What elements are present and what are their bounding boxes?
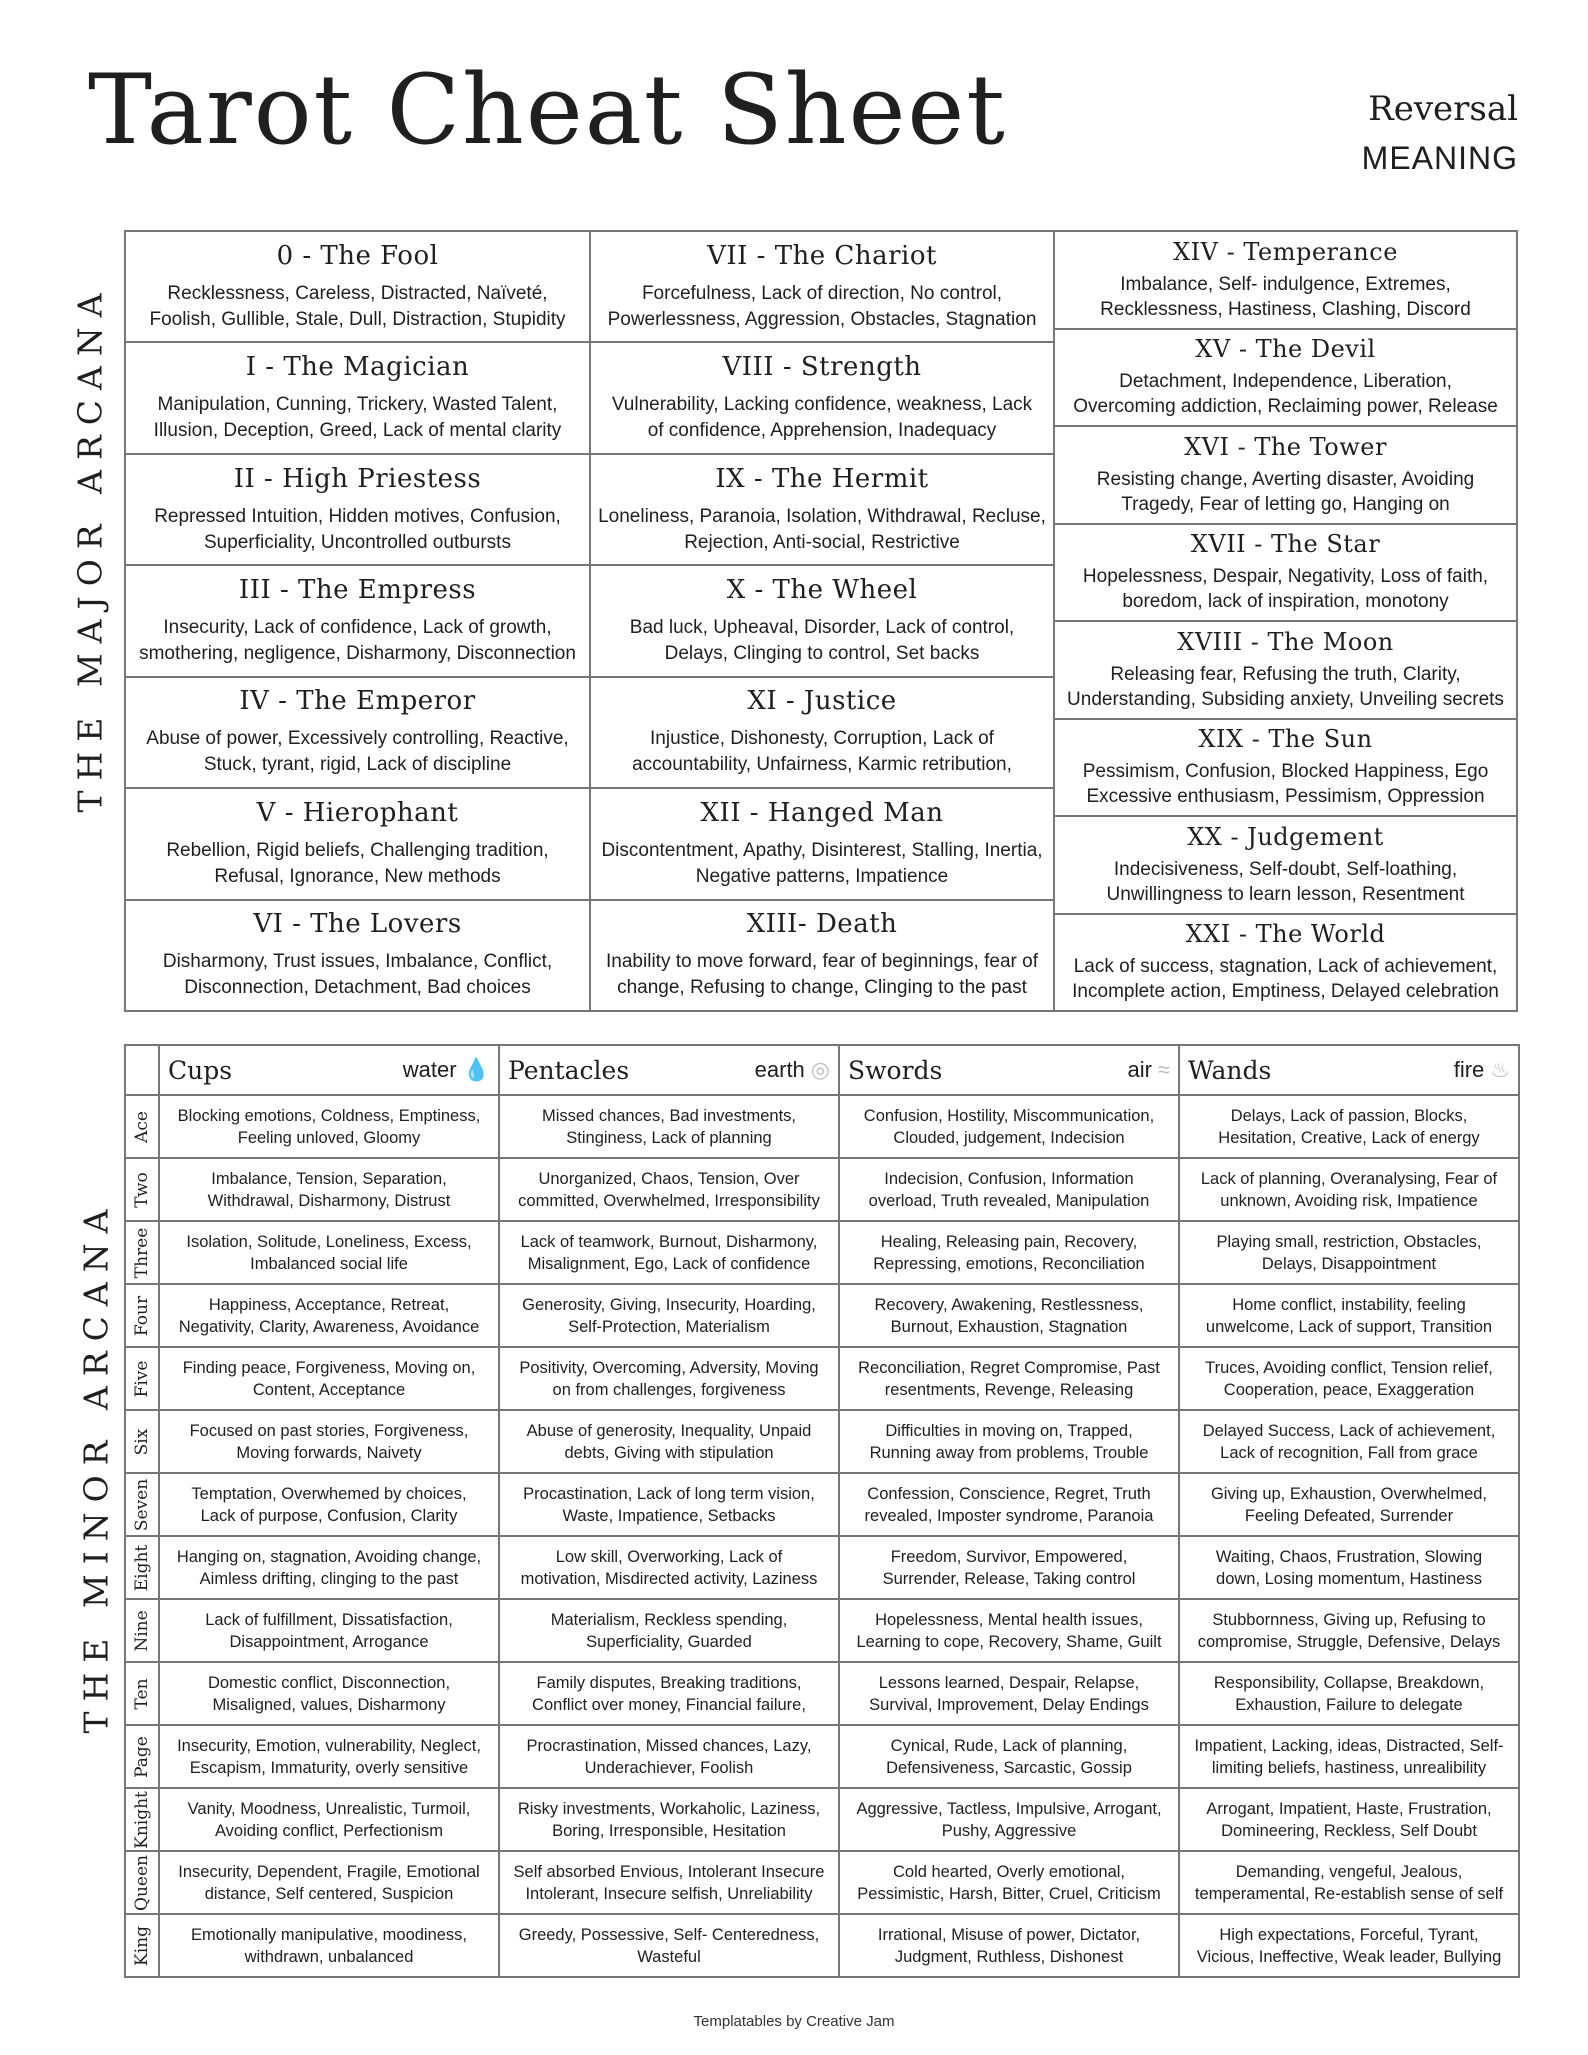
rank-label: Six — [132, 1428, 152, 1455]
meaning-cell: Responsibility, Collapse, Breakdown, Exhaustion, Failure to delegate — [1179, 1662, 1519, 1725]
card-name: XVI - The Tower — [1184, 432, 1387, 461]
card-name: XVIII - The Moon — [1177, 627, 1394, 656]
card-meaning: Detachment, Independence, Liberation, Overcoming addiction, Reclaiming power, Release — [1073, 371, 1498, 418]
meaning-cell: Greedy, Possessive, Self- Centeredness, Wasteful — [499, 1914, 839, 1977]
major-card — [126, 787, 589, 898]
card-name: XXI - The World — [1185, 920, 1386, 949]
table-row — [125, 1725, 1519, 1788]
major-card — [591, 341, 1053, 452]
card-name: I - The Magician — [245, 352, 470, 383]
card-meaning: Discontentment, Apathy, Disinterest, Stalling, Inertia, Negative patterns, Impatience — [601, 839, 1043, 887]
rank-label: King — [132, 1925, 152, 1966]
meaning-cell: Hopelessness, Mental health issues, Learning to cope, Recovery, Shame, Guilt — [839, 1599, 1179, 1662]
card-meaning: Bad luck, Upheaval, Disorder, Lack of control, Delays, Clinging to control, Set backs — [629, 616, 1015, 664]
meaning-cell: Cold hearted, Overly emotional, Pessimistic, Harsh, Bitter, Cruel, Criticism — [839, 1851, 1179, 1914]
rank-cell — [125, 1284, 159, 1347]
suit-name: Wands — [1188, 1055, 1272, 1085]
meaning-cell: Recovery, Awakening, Restlessness, Burnout, Exhaustion, Stagnation — [839, 1284, 1179, 1347]
meaning-cell: Impatient, Lacking, ideas, Distracted, Self- limiting beliefs, hastiness, unrealibility — [1179, 1725, 1519, 1788]
meaning-cell: Waiting, Chaos, Frustration, Slowing down, Losing momentum, Hastiness — [1179, 1536, 1519, 1599]
major-card — [1055, 620, 1516, 718]
meaning-cell: Generosity, Giving, Insecurity, Hoarding, Self-Protection, Materialism — [499, 1284, 839, 1347]
rank-cell — [125, 1662, 159, 1725]
suit-name: Cups — [168, 1055, 233, 1085]
major-card — [591, 564, 1053, 675]
card-name: X - The Wheel — [726, 574, 918, 605]
major-card — [1055, 913, 1516, 1011]
major-arcana-column — [124, 230, 591, 1012]
table-row — [125, 1347, 1519, 1410]
meaning-cell: Temptation, Overwhemed by choices, Lack of purpose, Confusion, Clarity — [159, 1473, 499, 1536]
meaning-cell: Confusion, Hostility, Miscommunication, Clouded, judgement, Indecision — [839, 1095, 1179, 1158]
suit-name: Swords — [848, 1055, 943, 1085]
minor-arcana-table — [124, 1044, 1520, 1978]
meaning-cell: Risky investments, Workaholic, Laziness, Boring, Irresponsible, Hesitation — [499, 1788, 839, 1851]
suit-element-label: earth — [754, 1057, 805, 1082]
table-row — [125, 1158, 1519, 1221]
meaning-cell: Arrogant, Impatient, Haste, Frustration, Domineering, Reckless, Self Doubt — [1179, 1788, 1519, 1851]
meaning-cell: Family disputes, Breaking traditions, Conflict over money, Financial failure, — [499, 1662, 839, 1725]
card-meaning: Abuse of power, Excessively controlling, Reactive, Stuck, tyrant, rigid, Lack of discipline — [146, 728, 569, 776]
footer-credit: Templatables by Creative Jam — [693, 2013, 895, 2030]
meaning-cell: Procastination, Lack of long term vision, Waste, Impatience, Setbacks — [499, 1473, 839, 1536]
card-name: XVII - The Star — [1190, 530, 1381, 559]
meaning-cell: Lessons learned, Despair, Relapse, Survival, Improvement, Delay Endings — [839, 1662, 1179, 1725]
rank-label: Ace — [132, 1110, 152, 1143]
meaning-cell: Positivity, Overcoming, Adversity, Moving on from challenges, forgiveness — [499, 1347, 839, 1410]
major-card — [1055, 232, 1516, 328]
rank-label: Ten — [132, 1677, 152, 1710]
rank-cell — [125, 1536, 159, 1599]
major-arcana-column — [589, 230, 1055, 1012]
meaning-cell: Blocking emotions, Coldness, Emptiness, Feeling unloved, Gloomy — [159, 1095, 499, 1158]
card-meaning: Inability to move forward, fear of beginnings, fear of change, Refusing to change, Clinging to the past — [606, 951, 1038, 999]
meaning-cell: Happiness, Acceptance, Retreat, Negativity, Clarity, Awareness, Avoidance — [159, 1284, 499, 1347]
rank-label: Three — [132, 1227, 152, 1278]
card-name: VI - The Lovers — [253, 909, 462, 940]
meaning-cell: Confession, Conscience, Regret, Truth revealed, Imposter syndrome, Paranoia — [839, 1473, 1179, 1536]
fire-icon: ♨ — [1490, 1057, 1510, 1082]
meaning-cell: Low skill, Overworking, Lack of motivation, Misdirected activity, Laziness — [499, 1536, 839, 1599]
meaning-cell: Lack of planning, Overanalysing, Fear of unknown, Avoiding risk, Impatience — [1179, 1158, 1519, 1221]
card-meaning: Forcefulness, Lack of direction, No control, Powerlessness, Aggression, Obstacles, Stagnation — [607, 282, 1037, 330]
rank-label: Four — [132, 1295, 152, 1336]
rank-cell — [125, 1788, 159, 1851]
table-row — [125, 1473, 1519, 1536]
reversal-heading: Reversal — [1368, 89, 1518, 129]
meaning-cell: Lack of teamwork, Burnout, Disharmony, Misalignment, Ego, Lack of confidence — [499, 1221, 839, 1284]
meaning-cell: Indecision, Confusion, Information overload, Truth revealed, Manipulation — [839, 1158, 1179, 1221]
rank-cell — [125, 1914, 159, 1977]
meaning-cell: Missed chances, Bad investments, Stinginess, Lack of planning — [499, 1095, 839, 1158]
major-card — [126, 564, 589, 675]
earth-icon: ◎ — [810, 1057, 830, 1082]
table-row — [125, 1788, 1519, 1851]
meaning-cell: Giving up, Exhaustion, Overwhelmed, Feeling Defeated, Surrender — [1179, 1473, 1519, 1536]
card-meaning: Resisting change, Averting disaster, Avoiding Tragedy, Fear of letting go, Hanging on — [1096, 468, 1475, 515]
rank-cell — [125, 1725, 159, 1788]
major-card — [591, 899, 1053, 1010]
page-title: Tarot Cheat Sheet — [88, 54, 1007, 166]
meaning-cell: Healing, Releasing pain, Recovery, Repressing, emotions, Reconciliation — [839, 1221, 1179, 1284]
card-meaning: Indecisiveness, Self-doubt, Self-loathing, Unwillingness to learn lesson, Resentment — [1106, 858, 1465, 905]
meaning-cell: Demanding, vengeful, Jealous, temperamental, Re-establish sense of self — [1179, 1851, 1519, 1914]
card-meaning: Imbalance, Self- indulgence, Extremes, Recklessness, Hastiness, Clashing, Discord — [1100, 273, 1471, 320]
rank-cell — [125, 1158, 159, 1221]
suit-header — [159, 1045, 499, 1095]
rank-label: Eight — [132, 1544, 152, 1591]
card-meaning: Rebellion, Rigid beliefs, Challenging tradition, Refusal, Ignorance, New methods — [166, 839, 549, 887]
major-card — [126, 899, 589, 1010]
meaning-cell: Materialism, Reckless spending, Superficiality, Guarded — [499, 1599, 839, 1662]
table-row — [125, 1851, 1519, 1914]
card-name: 0 - The Fool — [276, 240, 439, 271]
meaning-cell: Cynical, Rude, Lack of planning, Defensiveness, Sarcastic, Gossip — [839, 1725, 1179, 1788]
major-arcana-label: THE MAJOR ARCANA — [70, 283, 110, 813]
meaning-cell: Lack of fulfillment, Dissatisfaction, Disappointment, Arrogance — [159, 1599, 499, 1662]
card-name: VIII - Strength — [722, 352, 922, 383]
meaning-cell: Insecurity, Emotion, vulnerability, Neglect, Escapism, Immaturity, overly sensitive — [159, 1725, 499, 1788]
card-meaning: Pessimism, Confusion, Blocked Happiness, Ego Excessive enthusiasm, Pessimism, Oppression — [1082, 761, 1489, 808]
suit-header — [839, 1045, 1179, 1095]
major-card — [126, 453, 589, 564]
rank-label: Two — [132, 1171, 152, 1208]
table-corner — [125, 1045, 159, 1095]
card-name: IV - The Emperor — [239, 686, 476, 717]
rank-cell — [125, 1347, 159, 1410]
card-meaning: Disharmony, Trust issues, Imbalance, Conflict, Disconnection, Detachment, Bad choices — [162, 951, 553, 999]
meaning-cell: Delays, Lack of passion, Blocks, Hesitation, Creative, Lack of energy — [1179, 1095, 1519, 1158]
major-card — [1055, 425, 1516, 523]
card-meaning: Injustice, Dishonesty, Corruption, Lack of accountability, Unfairness, Karmic retribution, — [632, 728, 1012, 776]
suit-element — [403, 1057, 490, 1083]
meaning-cell: Reconciliation, Regret Compromise, Past resentments, Revenge, Releasing — [839, 1347, 1179, 1410]
major-card — [1055, 328, 1516, 426]
meaning-cell: Vanity, Moodness, Unrealistic, Turmoil, Avoiding conflict, Perfectionism — [159, 1788, 499, 1851]
major-card — [1055, 523, 1516, 621]
meaning-cell: Irrational, Misuse of power, Dictator, Judgment, Ruthless, Dishonest — [839, 1914, 1179, 1977]
meaning-cell: Truces, Avoiding conflict, Tension relief, Cooperation, peace, Exaggeration — [1179, 1347, 1519, 1410]
meaning-heading: MEANING — [1361, 140, 1518, 176]
meaning-cell: Domestic conflict, Disconnection, Misaligned, values, Disharmony — [159, 1662, 499, 1725]
card-name: II - High Priestess — [233, 463, 482, 494]
major-card — [591, 787, 1053, 898]
rank-cell — [125, 1410, 159, 1473]
card-name: V - Hierophant — [256, 797, 459, 828]
rank-cell — [125, 1851, 159, 1914]
rank-label: Knight — [132, 1790, 152, 1849]
meaning-cell: Difficulties in moving on, Trapped, Running away from problems, Trouble — [839, 1410, 1179, 1473]
air-icon: ≈ — [1157, 1057, 1170, 1082]
card-name: XI - Justice — [747, 686, 897, 717]
card-name: XX - Judgement — [1187, 822, 1384, 851]
meaning-cell: Stubbornness, Giving up, Refusing to compromise, Struggle, Defensive, Delays — [1179, 1599, 1519, 1662]
meaning-cell: High expectations, Forceful, Tyrant, Vicious, Ineffective, Weak leader, Bullying — [1179, 1914, 1519, 1977]
card-meaning: Recklessness, Careless, Distracted, Naïveté, Foolish, Gullible, Stale, Dull, Distraction, Stupidity — [149, 282, 566, 330]
card-meaning: Releasing fear, Refusing the truth, Clarity, Understanding, Subsiding anxiety, Unveiling secrets — [1067, 663, 1504, 710]
rank-cell — [125, 1221, 159, 1284]
meaning-cell: Freedom, Survivor, Empowered, Surrender, Release, Taking control — [839, 1536, 1179, 1599]
table-row — [125, 1914, 1519, 1977]
major-card — [126, 341, 589, 452]
meaning-cell: Abuse of generosity, Inequality, Unpaid debts, Giving with stipulation — [499, 1410, 839, 1473]
major-card — [126, 676, 589, 787]
major-card — [1055, 815, 1516, 913]
table-row — [125, 1284, 1519, 1347]
card-name: XV - The Devil — [1195, 335, 1376, 364]
rank-label: Page — [132, 1735, 152, 1778]
suit-element-label: water — [402, 1057, 457, 1082]
card-name: XIII- Death — [746, 909, 898, 940]
minor-arcana-label: THE MINOR ARCANA — [76, 1199, 116, 1734]
major-arcana-grid — [124, 230, 1518, 1012]
rank-label: Five — [132, 1360, 152, 1397]
suit-element — [755, 1057, 830, 1083]
suit-name: Pentacles — [508, 1055, 630, 1085]
card-meaning: Manipulation, Cunning, Trickery, Wasted Talent, Illusion, Deception, Greed, Lack of mental clarity — [153, 394, 562, 442]
card-meaning: Loneliness, Paranoia, Isolation, Withdrawal, Recluse, Rejection, Anti-social, Restrictive — [598, 505, 1046, 553]
meaning-cell: Isolation, Solitude, Loneliness, Excess, Imbalanced social life — [159, 1221, 499, 1284]
meaning-cell: Aggressive, Tactless, Impulsive, Arrogant, Pushy, Aggressive — [839, 1788, 1179, 1851]
meaning-cell: Unorganized, Chaos, Tension, Over committed, Overwhelmed, Irresponsibility — [499, 1158, 839, 1221]
meaning-cell: Insecurity, Dependent, Fragile, Emotional distance, Self centered, Suspicion — [159, 1851, 499, 1914]
table-row — [125, 1410, 1519, 1473]
card-meaning: Vulnerability, Lacking confidence, weakness, Lack of confidence, Apprehension, Inadequacy — [611, 394, 1033, 442]
card-meaning: Hopelessness, Despair, Negativity, Loss of faith, boredom, lack of inspiration, monotony — [1082, 566, 1489, 613]
rank-label: Seven — [132, 1478, 152, 1531]
table-row — [125, 1221, 1519, 1284]
rank-cell — [125, 1599, 159, 1662]
rank-label: Nine — [132, 1609, 152, 1652]
card-meaning: Lack of success, stagnation, Lack of achievement, Incomplete action, Emptiness, Delayed celebration — [1072, 956, 1499, 1003]
suit-element — [1127, 1057, 1170, 1083]
card-name: III - The Empress — [238, 574, 477, 605]
meaning-cell: Self absorbed Envious, Intolerant Insecure Intolerant, Insecure selfish, Unreliability — [499, 1851, 839, 1914]
meaning-cell: Playing small, restriction, Obstacles, Delays, Disappointment — [1179, 1221, 1519, 1284]
card-name: VII - The Chariot — [707, 240, 937, 271]
major-card — [1055, 718, 1516, 816]
card-name: XIX - The Sun — [1198, 725, 1373, 754]
suit-element-label: air — [1127, 1057, 1152, 1082]
major-card — [591, 453, 1053, 564]
table-row — [125, 1599, 1519, 1662]
meaning-cell: Delayed Success, Lack of achievement, Lack of recognition, Fall from grace — [1179, 1410, 1519, 1473]
meaning-cell: Emotionally manipulative, moodiness, withdrawn, unbalanced — [159, 1914, 499, 1977]
meaning-cell: Hanging on, stagnation, Avoiding change, Aimless drifting, clinging to the past — [159, 1536, 499, 1599]
card-name: XIV - Temperance — [1173, 237, 1398, 266]
suit-element-label: fire — [1453, 1057, 1485, 1082]
meaning-cell: Procrastination, Missed chances, Lazy, Underachiever, Foolish — [499, 1725, 839, 1788]
major-card — [591, 676, 1053, 787]
meaning-cell: Home conflict, instability, feeling unwelcome, Lack of support, Transition — [1179, 1284, 1519, 1347]
major-arcana-column — [1053, 230, 1518, 1012]
rank-label: Queen — [132, 1854, 152, 1911]
major-card — [126, 232, 589, 341]
rank-cell — [125, 1473, 159, 1536]
major-card — [591, 232, 1053, 341]
table-row — [125, 1095, 1519, 1158]
card-meaning: Repressed Intuition, Hidden motives, Confusion, Superficiality, Uncontrolled outbursts — [154, 505, 561, 553]
table-row — [125, 1536, 1519, 1599]
card-name: XII - Hanged Man — [700, 797, 944, 828]
suit-element — [1454, 1057, 1510, 1083]
meaning-cell: Finding peace, Forgiveness, Moving on, Content, Acceptance — [159, 1347, 499, 1410]
meaning-cell: Imbalance, Tension, Separation, Withdrawal, Disharmony, Distrust — [159, 1158, 499, 1221]
water-drop-icon: 💧 — [462, 1057, 490, 1082]
card-name: IX - The Hermit — [715, 463, 929, 494]
suit-header — [499, 1045, 839, 1095]
suit-header — [1179, 1045, 1519, 1095]
table-row — [125, 1662, 1519, 1725]
meaning-cell: Focused on past stories, Forgiveness, Moving forwards, Naivety — [159, 1410, 499, 1473]
rank-cell — [125, 1095, 159, 1158]
card-meaning: Insecurity, Lack of confidence, Lack of growth, smothering, negligence, Disharmony, Disconnection — [139, 616, 576, 664]
